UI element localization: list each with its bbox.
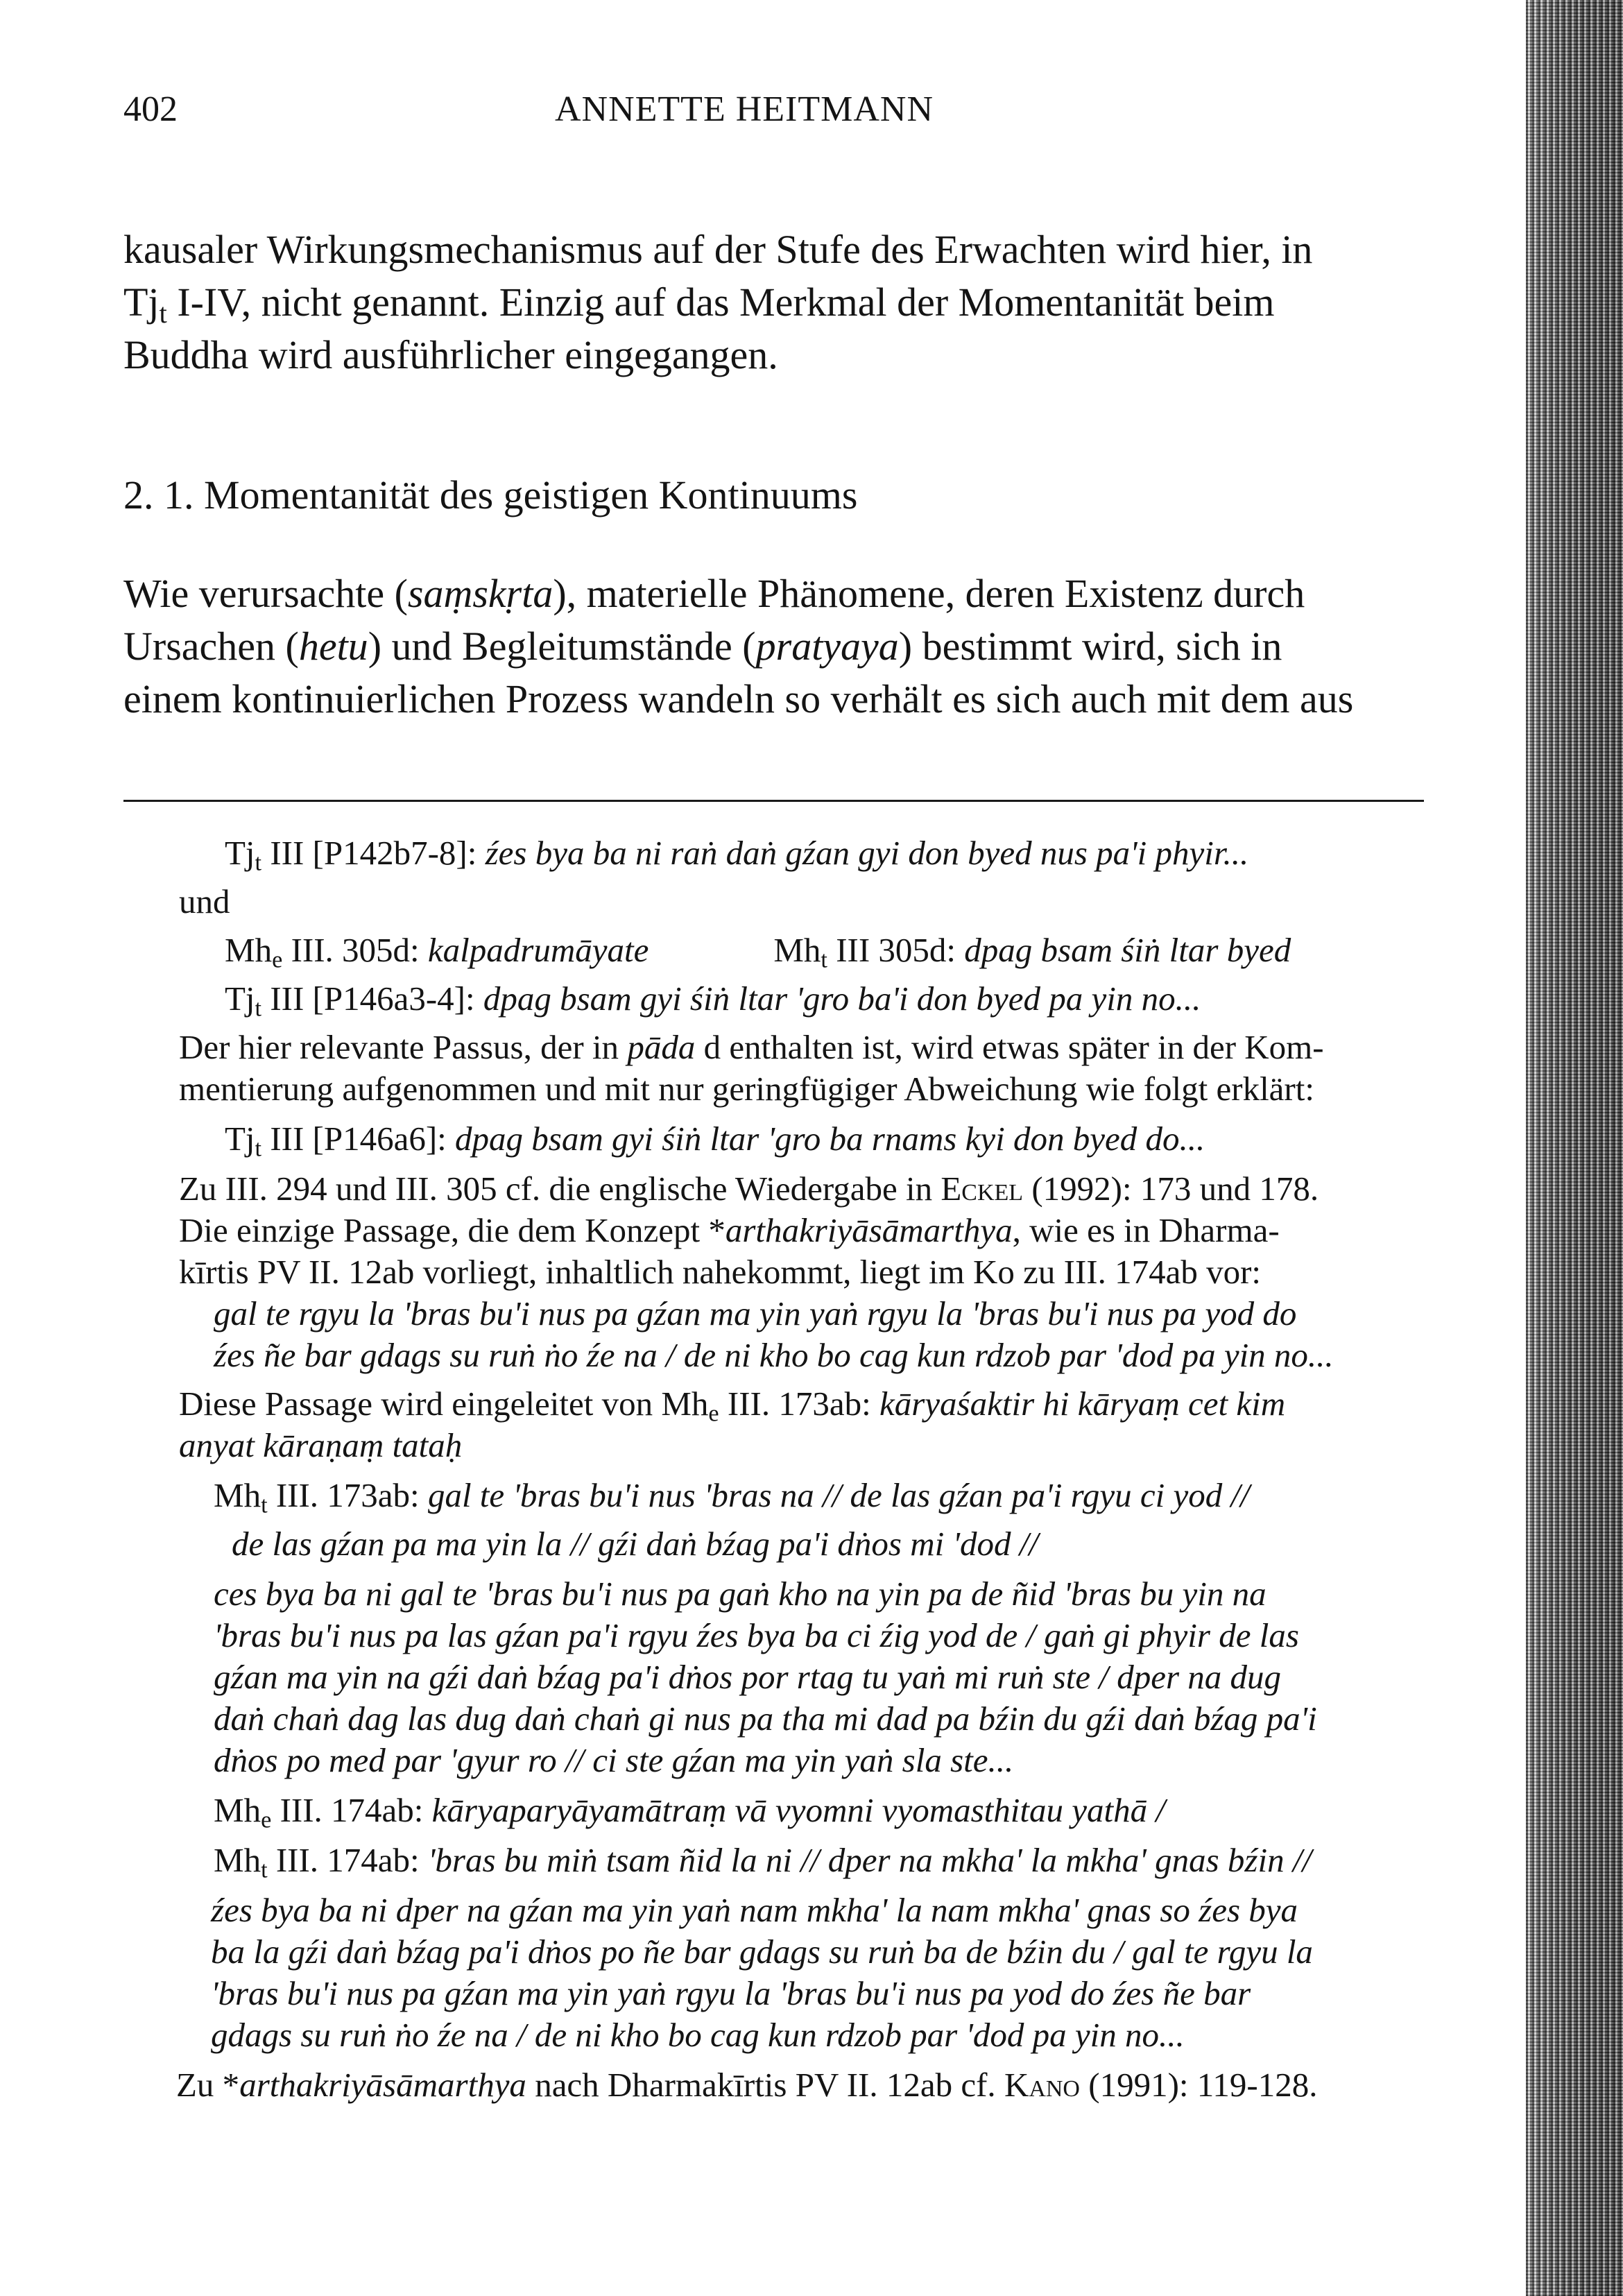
footnote-line	[179, 1383, 1427, 1425]
quote: gdags su ruṅ ṅo źe na / de ni kho bo cag kun rdzob par 'dod pa yin no...	[211, 2016, 1185, 2054]
text-span: Der hier relevante Passus, der in	[179, 1028, 628, 1066]
text-span: Wie verursachte (	[123, 571, 408, 616]
page-number: 402	[123, 89, 178, 129]
quote: de las gźan pa ma yin la // gźi daṅ bźag pa'i dṅos mi 'dod //	[232, 1525, 1038, 1563]
text-line	[123, 567, 1420, 620]
footnote-line	[179, 1573, 1427, 1615]
footnote-line	[179, 978, 1427, 1020]
quote: dpag bsam gyi śiṅ ltar 'gro ba rnams kyi don byed do...	[455, 1120, 1205, 1158]
text-span: Die einzige Passage, die dem Konzept *	[179, 1211, 725, 1249]
footnote-line	[179, 1790, 1427, 1831]
text-span: III. 173ab:	[719, 1385, 879, 1423]
quote: 'bras bu'i nus pa gźan ma yin yaṅ rgyu la 'bras bu'i nus pa yod do źes ñe bar	[211, 1974, 1251, 2012]
footnote-line	[179, 1523, 1427, 1565]
subscript: e	[272, 946, 283, 973]
text-span: Diese Passage wird eingeleitet von Mh	[179, 1385, 709, 1423]
body-paragraph	[123, 567, 1420, 726]
footnote-line	[179, 1027, 1427, 1068]
footnote-line	[179, 1425, 1427, 1466]
quote: daṅ chaṅ dag las dug daṅ chaṅ gi nus pa tha mi dad pa bźin du gźi daṅ bźag pa'i	[214, 1699, 1317, 1738]
quote: kāryaśaktir hi kāryaṃ cet kim	[879, 1385, 1286, 1423]
text-span: Mh	[773, 931, 821, 969]
subscript: t	[159, 298, 167, 329]
text-span: , wie es in Dharma-	[1012, 1211, 1280, 1249]
footnote-line	[179, 1335, 1427, 1376]
quote: dpag bsam śiṅ ltar byed	[964, 931, 1291, 969]
text-line	[123, 673, 1420, 726]
term: arthakriyāsāmarthya	[239, 2066, 526, 2104]
subscript: e	[708, 1400, 719, 1427]
footnote-line	[179, 1168, 1427, 1210]
text-span: Mh	[214, 1841, 261, 1879]
quote: kalpadrumāyate	[427, 931, 649, 969]
quote: gal te 'bras bu'i nus 'bras na // de las gźan pa'i rgyu ci yod //	[427, 1476, 1250, 1514]
text-span: III. 305d:	[282, 931, 428, 969]
quote: 'bras bu'i nus pa las gźan pa'i rgyu źes bya ba ci źig yod de / gaṅ gi phyir de las	[214, 1616, 1299, 1654]
text-span: Tj	[225, 979, 255, 1018]
footnote-line	[179, 1615, 1427, 1656]
text-span: nach Dharmakīrtis PV II. 12ab cf.	[526, 2066, 1004, 2104]
quote: źes bya ba ni raṅ daṅ gźan gyi don byed nus pa'i phyir...	[485, 834, 1249, 872]
text-span: (1992): 173 und 178.	[1023, 1170, 1319, 1208]
footnote-block	[176, 832, 1427, 2106]
footnote-line	[179, 2014, 1427, 2056]
text-span: III [P146a3-4]:	[261, 979, 483, 1018]
quote: anyat kāraṇaṃ tataḥ	[179, 1426, 463, 1464]
text-span: Zu III. 294 und III. 305 cf. die englische Wiedergabe in	[179, 1170, 941, 1208]
running-head-author: ANNETTE HEITMANN	[555, 89, 934, 129]
subscript: t	[255, 849, 262, 876]
text-span: ), materielle Phänomene, deren Existenz durch	[553, 571, 1305, 616]
text-span: III. 174ab:	[267, 1841, 428, 1879]
subscript: e	[261, 1806, 272, 1833]
section-heading: 2. 1. Momentanität des geistigen Kontinuums	[123, 472, 858, 517]
quote: gźan ma yin na gźi daṅ bźag pa'i dṅos por rtag tu yaṅ mi ruṅ ste / dper na dug	[214, 1658, 1282, 1696]
text-span: Tj	[123, 280, 160, 325]
footnote-line	[179, 1210, 1427, 1251]
footnote-line	[179, 1118, 1427, 1160]
text-span: III [P142b7-8]:	[261, 834, 486, 872]
footnote-line	[179, 1293, 1427, 1335]
footnote-line	[179, 1068, 1427, 1110]
subscript: t	[261, 1856, 268, 1883]
term: hetu	[298, 624, 368, 669]
text-span: d enthalten ist, wird etwas später in der Kom-	[695, 1028, 1324, 1066]
quote: źes bya ba ni dper na gźan ma yin yaṅ nam mkha' la nam mkha' gnas so źes bya	[211, 1891, 1298, 1929]
text-line	[123, 223, 1420, 276]
footnote-line	[179, 1656, 1427, 1698]
footnote-line	[179, 1973, 1427, 2014]
quote: ces bya ba ni gal te 'bras bu'i nus pa gaṅ kho na yin pa de ñid 'bras bu yin na	[214, 1575, 1266, 1613]
footnote-line	[179, 1475, 1427, 1516]
term: arthakriyāsāmarthya	[725, 1211, 1013, 1249]
subscript: t	[821, 946, 827, 973]
quote: dpag bsam gyi śiṅ ltar 'gro ba'i don byed pa yin no...	[483, 979, 1201, 1018]
footnote-line	[179, 832, 1427, 874]
text-span: I-IV, nicht genannt. Einzig auf das Merkmal der Momentanität beim	[166, 280, 1275, 325]
footnote-line	[179, 1698, 1427, 1740]
quote: kāryaparyāyamātraṃ vā vyomni vyomasthitau yathā /	[431, 1791, 1165, 1829]
subscript: t	[255, 1135, 262, 1162]
text-span: (1991): 119-128.	[1080, 2066, 1318, 2104]
subscript: t	[255, 995, 262, 1022]
text-span: ) und Begleitumstände (	[368, 624, 756, 669]
term: saṃskṛta	[407, 571, 553, 616]
term: pāda	[627, 1028, 696, 1066]
author-name: Kano	[1004, 2066, 1080, 2104]
term: pratyaya	[755, 624, 899, 669]
text-span: Ursachen (	[123, 624, 299, 669]
subscript: t	[261, 1491, 268, 1518]
quote: ba la gźi daṅ bźag pa'i dṅos po ñe bar gdags su ruṅ ba de bźin du / gal te rgyu la	[211, 1933, 1313, 1971]
scan-edge-shadow	[1526, 0, 1623, 2296]
text-span: Tj	[225, 834, 255, 872]
text-span: Mh	[225, 931, 273, 969]
footnote-rule	[123, 800, 1424, 802]
text-line	[123, 329, 1420, 382]
text-span: Mh	[214, 1476, 261, 1514]
text-span: III. 174ab:	[271, 1791, 432, 1829]
author-name: Eckel	[941, 1170, 1024, 1208]
quote: gal te rgyu la 'bras bu'i nus pa gźan ma yin yaṅ rgyu la 'bras bu'i nus pa yod do	[214, 1294, 1297, 1333]
footnote-line	[179, 929, 1427, 971]
text-span: Mh	[214, 1791, 261, 1829]
text-span: einem kontinuierlichen Prozess wandeln so verhält es sich auch mit dem aus	[123, 676, 1354, 721]
text-span: Zu *	[176, 2066, 240, 2104]
footnote-line	[179, 881, 1427, 923]
text-span: und	[179, 882, 230, 920]
footnote-line	[179, 1251, 1427, 1293]
quote: źes ñe bar gdags su ruṅ ṅo źe na / de ni kho bo cag kun rdzob par 'dod pa yin no...	[214, 1336, 1334, 1374]
text-line	[123, 276, 1420, 329]
footnote-line	[179, 1890, 1427, 1931]
footnote-line	[179, 1840, 1427, 1881]
footnote-line	[179, 1931, 1427, 1973]
text-span: ) bestimmt wird, sich in	[898, 624, 1282, 669]
text-span: kīrtis PV II. 12ab vorliegt, inhaltlich nahekommt, liegt im Ko zu III. 174ab vor:	[179, 1253, 1262, 1291]
quote: dṅos po med par 'gyur ro // ci ste gźan ma yin yaṅ sla ste...	[214, 1741, 1014, 1779]
text-span: III [P146a6]:	[261, 1120, 456, 1158]
quote: 'bras bu miṅ tsam ñid la ni // dper na mkha' la mkha' gnas bźin //	[427, 1841, 1312, 1879]
text-span: III. 173ab:	[267, 1476, 428, 1514]
text-span: Tj	[225, 1120, 255, 1158]
footnote-line	[179, 1740, 1427, 1781]
intro-paragraph	[123, 223, 1420, 382]
footnote-line	[176, 2064, 1427, 2106]
text-span: mentierung aufgenommen und mit nur geringfügiger Abweichung wie folgt erklärt:	[179, 1070, 1314, 1108]
text-span: Buddha wird ausführlicher eingegangen.	[123, 332, 778, 377]
text-span: kausaler Wirkungsmechanismus auf der Stufe des Erwachten wird hier, in	[123, 227, 1313, 272]
text-line	[123, 620, 1420, 673]
text-span: III 305d:	[827, 931, 965, 969]
